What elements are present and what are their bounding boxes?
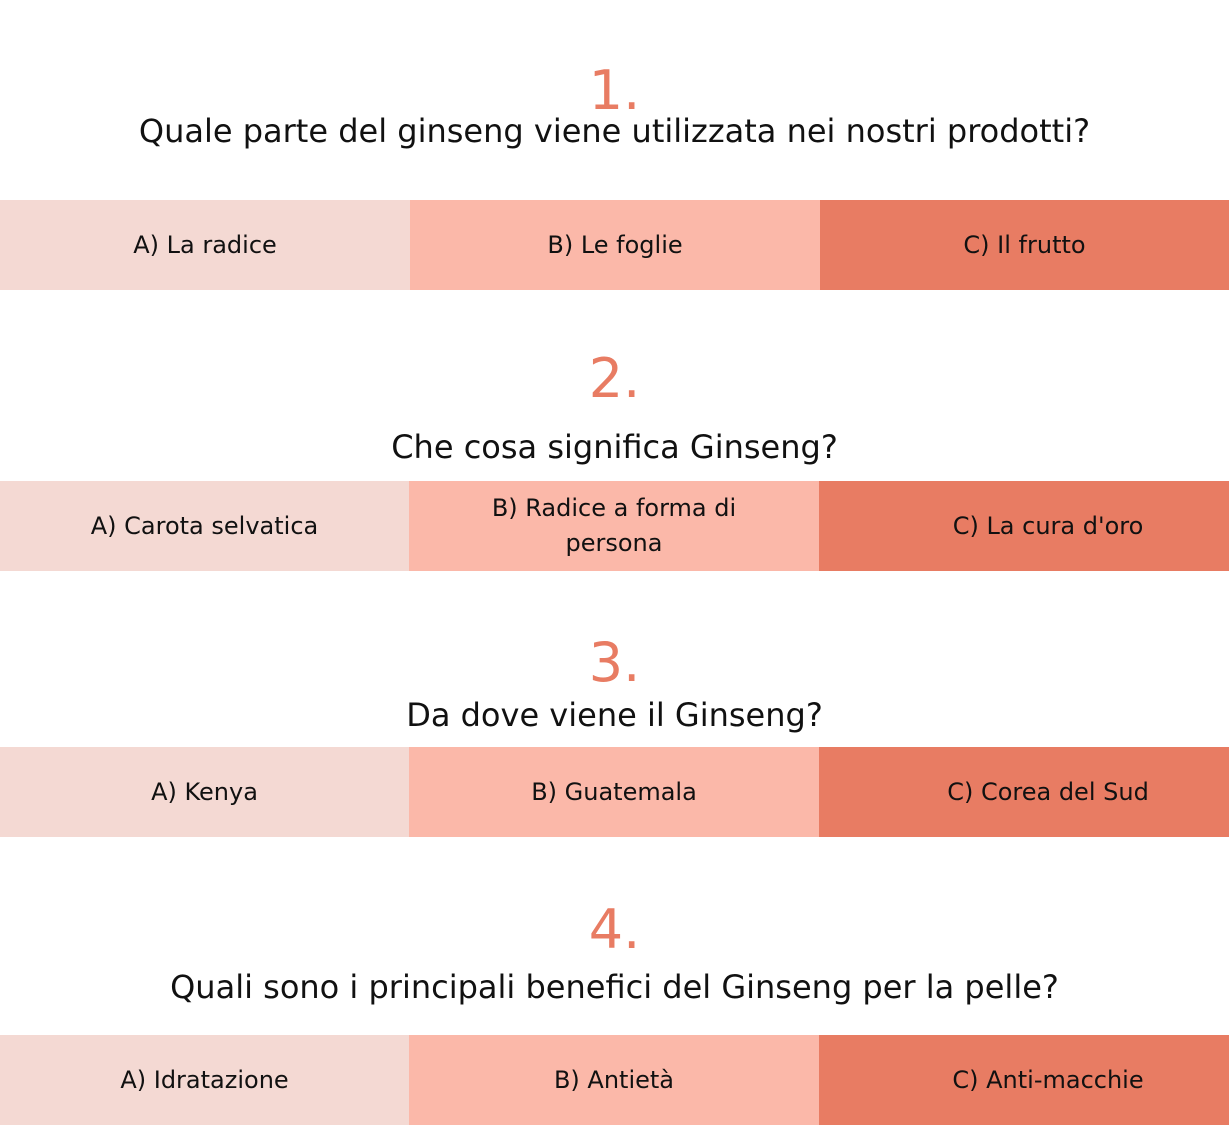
question-2-option-c[interactable]	[819, 481, 1229, 571]
question-4-option-c[interactable]	[819, 1035, 1229, 1125]
question-3-number: 3.	[588, 631, 641, 694]
option-label: C) Anti-macchie	[952, 1065, 1144, 1094]
option-label: A) Carota selvatica	[90, 511, 319, 540]
question-1-options	[0, 200, 1229, 290]
question-1-option-a[interactable]	[0, 200, 410, 290]
question-4-number: 4.	[588, 898, 641, 961]
question-1-option-b[interactable]	[410, 200, 820, 290]
question-2-text: Che cosa significa Ginseng?	[391, 428, 838, 466]
question-4-option-a[interactable]	[0, 1035, 409, 1125]
option-label: C) Corea del Sud	[947, 777, 1149, 806]
option-label: A) Kenya	[151, 777, 258, 806]
option-label: B) Guatemala	[531, 777, 697, 806]
question-4-options	[0, 1035, 1229, 1125]
question-3-option-c[interactable]	[819, 747, 1229, 837]
question-3-options	[0, 747, 1229, 837]
question-3-option-a[interactable]	[0, 747, 409, 837]
question-2-number: 2.	[588, 347, 641, 410]
question-2-options	[0, 481, 1229, 571]
question-2-option-a[interactable]	[0, 481, 409, 571]
option-label: A) La radice	[133, 230, 277, 259]
option-label: B) Le foglie	[547, 230, 683, 259]
question-1-number: 1.	[588, 59, 641, 122]
question-4-text: Quali sono i principali benefici del Ginseng per la pelle?	[170, 968, 1059, 1006]
question-4-option-b[interactable]	[409, 1035, 819, 1125]
option-label: C) Il frutto	[963, 230, 1086, 259]
question-1-text: Quale parte del ginseng viene utilizzata nei nostri prodotti?	[138, 112, 1091, 150]
question-3-text: Da dove viene il Ginseng?	[406, 696, 823, 734]
question-1-option-c[interactable]	[820, 200, 1229, 290]
option-label: B) Antietà	[553, 1065, 675, 1094]
question-2-option-b[interactable]	[409, 481, 819, 571]
option-label: A) Idratazione	[120, 1065, 289, 1094]
option-label: C) La cura d'oro	[952, 511, 1144, 540]
option-label: B) Radice a forma di persona	[491, 494, 737, 557]
question-3-option-b[interactable]	[409, 747, 819, 837]
